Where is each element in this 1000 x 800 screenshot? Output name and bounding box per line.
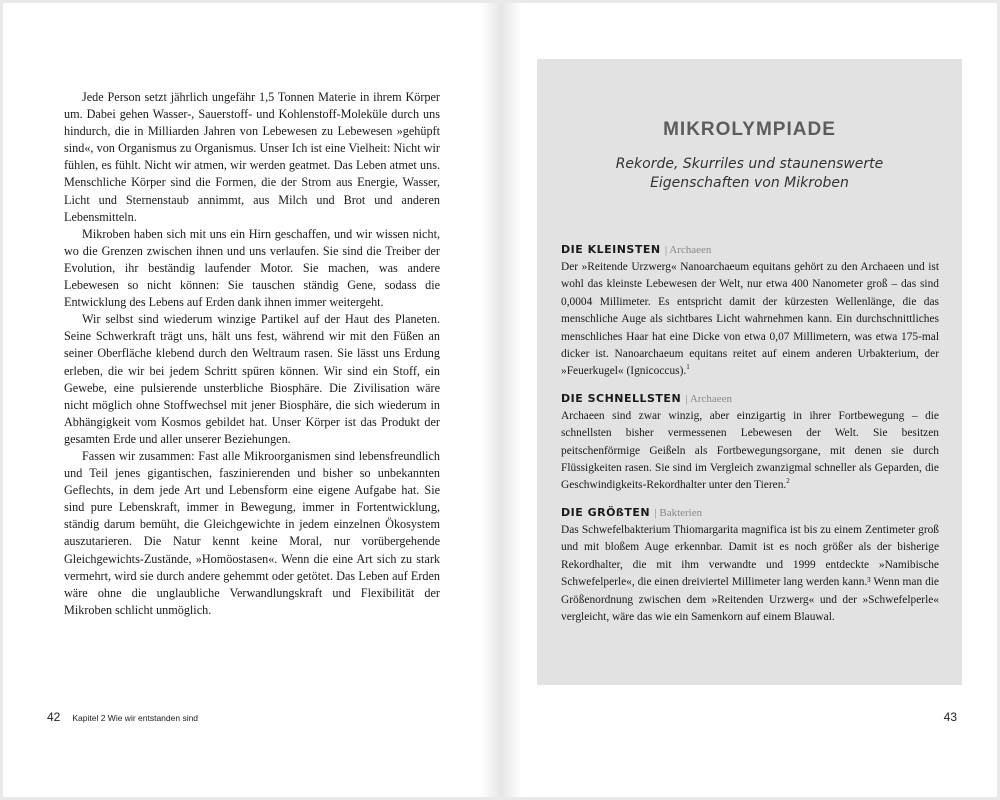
entry-heading-text: DIE SCHNELLSTEN <box>561 391 682 405</box>
entry-category-text: Archaeen <box>669 244 712 256</box>
page-number: 43 <box>943 710 957 724</box>
box-subtitle-line: Rekorde, Skurriles und staunenswerte <box>615 156 884 172</box>
entry-category: | Archaeen <box>685 392 732 405</box>
entry-text <box>561 259 939 381</box>
record-entry <box>561 390 939 495</box>
page-number: 42 <box>47 710 61 724</box>
entry-category: | Bakterien <box>654 506 703 519</box>
box-subtitle-line: Eigenschaften von Mikroben <box>650 175 849 191</box>
body-text <box>64 89 440 619</box>
entry-heading <box>561 390 939 408</box>
entry-heading-text: DIE KLEINSTEN <box>561 243 661 256</box>
footnote-marker: 2 <box>786 477 790 486</box>
record-entry <box>561 504 939 626</box>
entry-text-content: Das Schwefelbakterium Thiomargarita magnifica ist bis zu einem Zentimeter groß und mit bloßem Auge erkennbar. Damit ist es noch größer als der bisherige Rekordhalter, die mit ihm verwandte und 1999 entdeckte »Namibische Schwefelperle«, die einen dreiviertel Millimeter lang werden kann.³ Wenn man die Größenordnung zwischen dem »Reitenden Urzwerg« und der »Schwefelperle« vergleicht, wäre das wie ein Samenkorn auf einem Blauwal. <box>561 523 939 623</box>
entry-heading-text: DIE GRÖßTEN <box>561 505 651 519</box>
entry-text-content: Der »Reitende Urzwerg« Nanoarchaeum equitans gehört zu den Archaeen und ist wohl das kleinste Lebewesen der Welt, nur etwa 400 Nanometer groß – das sind 0,0004 Millimeter. Es entspricht damit der kürzesten Wellenlänge, die das menschliche Auge als sichtbares Licht wahrnehmen kann. Ein durchschnittliches menschliches Haar hat eine Dicke von etwa 0,07 Millimetern, was etwa 175-mal dicker ist. Nanoarchaeum equitans reitet auf einem anderen Urbakterium, der »Feuerkugel« (Ignicoccus). <box>561 261 939 378</box>
entry-heading <box>561 241 939 259</box>
book-spread <box>3 3 997 797</box>
box-body <box>561 241 939 635</box>
paragraph: Wir selbst sind wiederum winzige Partikel auf der Haut des Planeten. Seine Schwerkraft trägt uns, hält uns fest, während wir mit den Füßen an seiner Oberfläche klebend durch den Weltraum rasen. Sie lässt uns Erdung erleben, die wir bei jedem Schritt spüren können. Wir sind ein Stoff, ein Gewebe, eine pulsierende unsterbliche Biosphäre. Die Zivilisation wäre nicht möglich ohne Stoffwechsel mit jener Biosphäre, die sich wiederum in Abhängigkeit vom Kosmos gebildet hat. Unser Körper ist das Produkt der gesamten Erde und aller unserer Beziehungen. <box>64 312 440 446</box>
left-page <box>3 3 501 797</box>
entry-text-content: Archaeen sind zwar winzig, aber einzigartig in ihrer Fortbewegung – die schnellsten bisher vermessenen Lebewesen der Welt. Sie besitzen peitschenförmige Geißeln als Fortbewegungsorgane, mit denen sie durch Flüssigkeiten rasen. Sie sind im Vergleich zwanzigmal schneller als Geparden, die Geschwindigkeits-Rekordhalter unter den Tieren. <box>561 409 939 492</box>
entry-category-text: Archaeen <box>689 392 732 405</box>
box-subtitle <box>537 155 962 193</box>
paragraph: Mikroben haben sich mit uns ein Hirn geschaffen, und wir wissen nicht, wo die Grenzen zwischen ihnen und uns verlaufen. Sie sind die Treiber der Evolution, ihr beständig laufender Motor. Sie machen, was andere Lebewesen so nicht können: Sie tauschen ständig Gene, sodass die Entwicklung des Lebens auf Erden dank ihnen immer weitergeht. <box>64 226 440 310</box>
entry-category: | Archaeen <box>664 244 712 256</box>
entry-heading <box>561 504 939 522</box>
paragraph: Jede Person setzt jährlich ungefähr 1,5 Tonnen Materie in ihrem Körper um. Dabei gehen Wasser-, Sauerstoff- und Kohlenstoff-Moleküle durch uns hindurch, die in Milliarden Jahren von Lebewesen zu Lebewesen »gehüpft sind«, von Organismus zu Organismus. Unser Ich ist eine Vielheit: Nicht wir fühlen, es fühlt. Nicht wir atmen, wir werden geatmet. Das Leben atmet uns. Menschliche Körper sind die Formen, die der Strom aus Energie, Wasser, Licht und Sternenstaub annimmt, aus Milch und Brot und anderen Lebensmitteln. <box>64 90 440 224</box>
book-gutter <box>481 3 521 797</box>
info-box <box>537 59 962 685</box>
box-title: MIKROLYMPIADE <box>663 119 836 140</box>
entry-text <box>561 408 939 495</box>
entry-category-text: Bakterien <box>659 506 703 519</box>
record-entry <box>561 241 939 381</box>
right-page <box>501 3 997 797</box>
entry-text <box>561 522 939 626</box>
footnote-marker: 1 <box>686 363 690 372</box>
left-footer <box>47 710 198 724</box>
paragraph: Fassen wir zusammen: Fast alle Mikroorganismen sind lebensfreundlich und Teil jenes gigantischen, faszinierenden und bisher so unbekannten Geflechts, in dem jede Art und Lebensform eine eigene Aufgabe hat. Sie sind pure Lebenskraft, immer in Bewegung, immer in Fortentwicklung, ständig darum bemüht, die Gleichgewichte in jedem einzelnen Ökosystem auszutarieren. Die Natur kennt keine Moral, nur vorübergehende Gleichgewichts-Zustände, »Homöostasen«. Wenn die eine Art sich zu stark vermehrt, wird sie durch andere gehemmt oder getötet. Das Leben auf Erden wäre ohne die unglaubliche Verwandlungskraft und Flexibilität der Mikroben schlicht unmöglich. <box>64 448 440 617</box>
running-head: Kapitel 2 Wie wir entstanden sind <box>72 713 199 723</box>
